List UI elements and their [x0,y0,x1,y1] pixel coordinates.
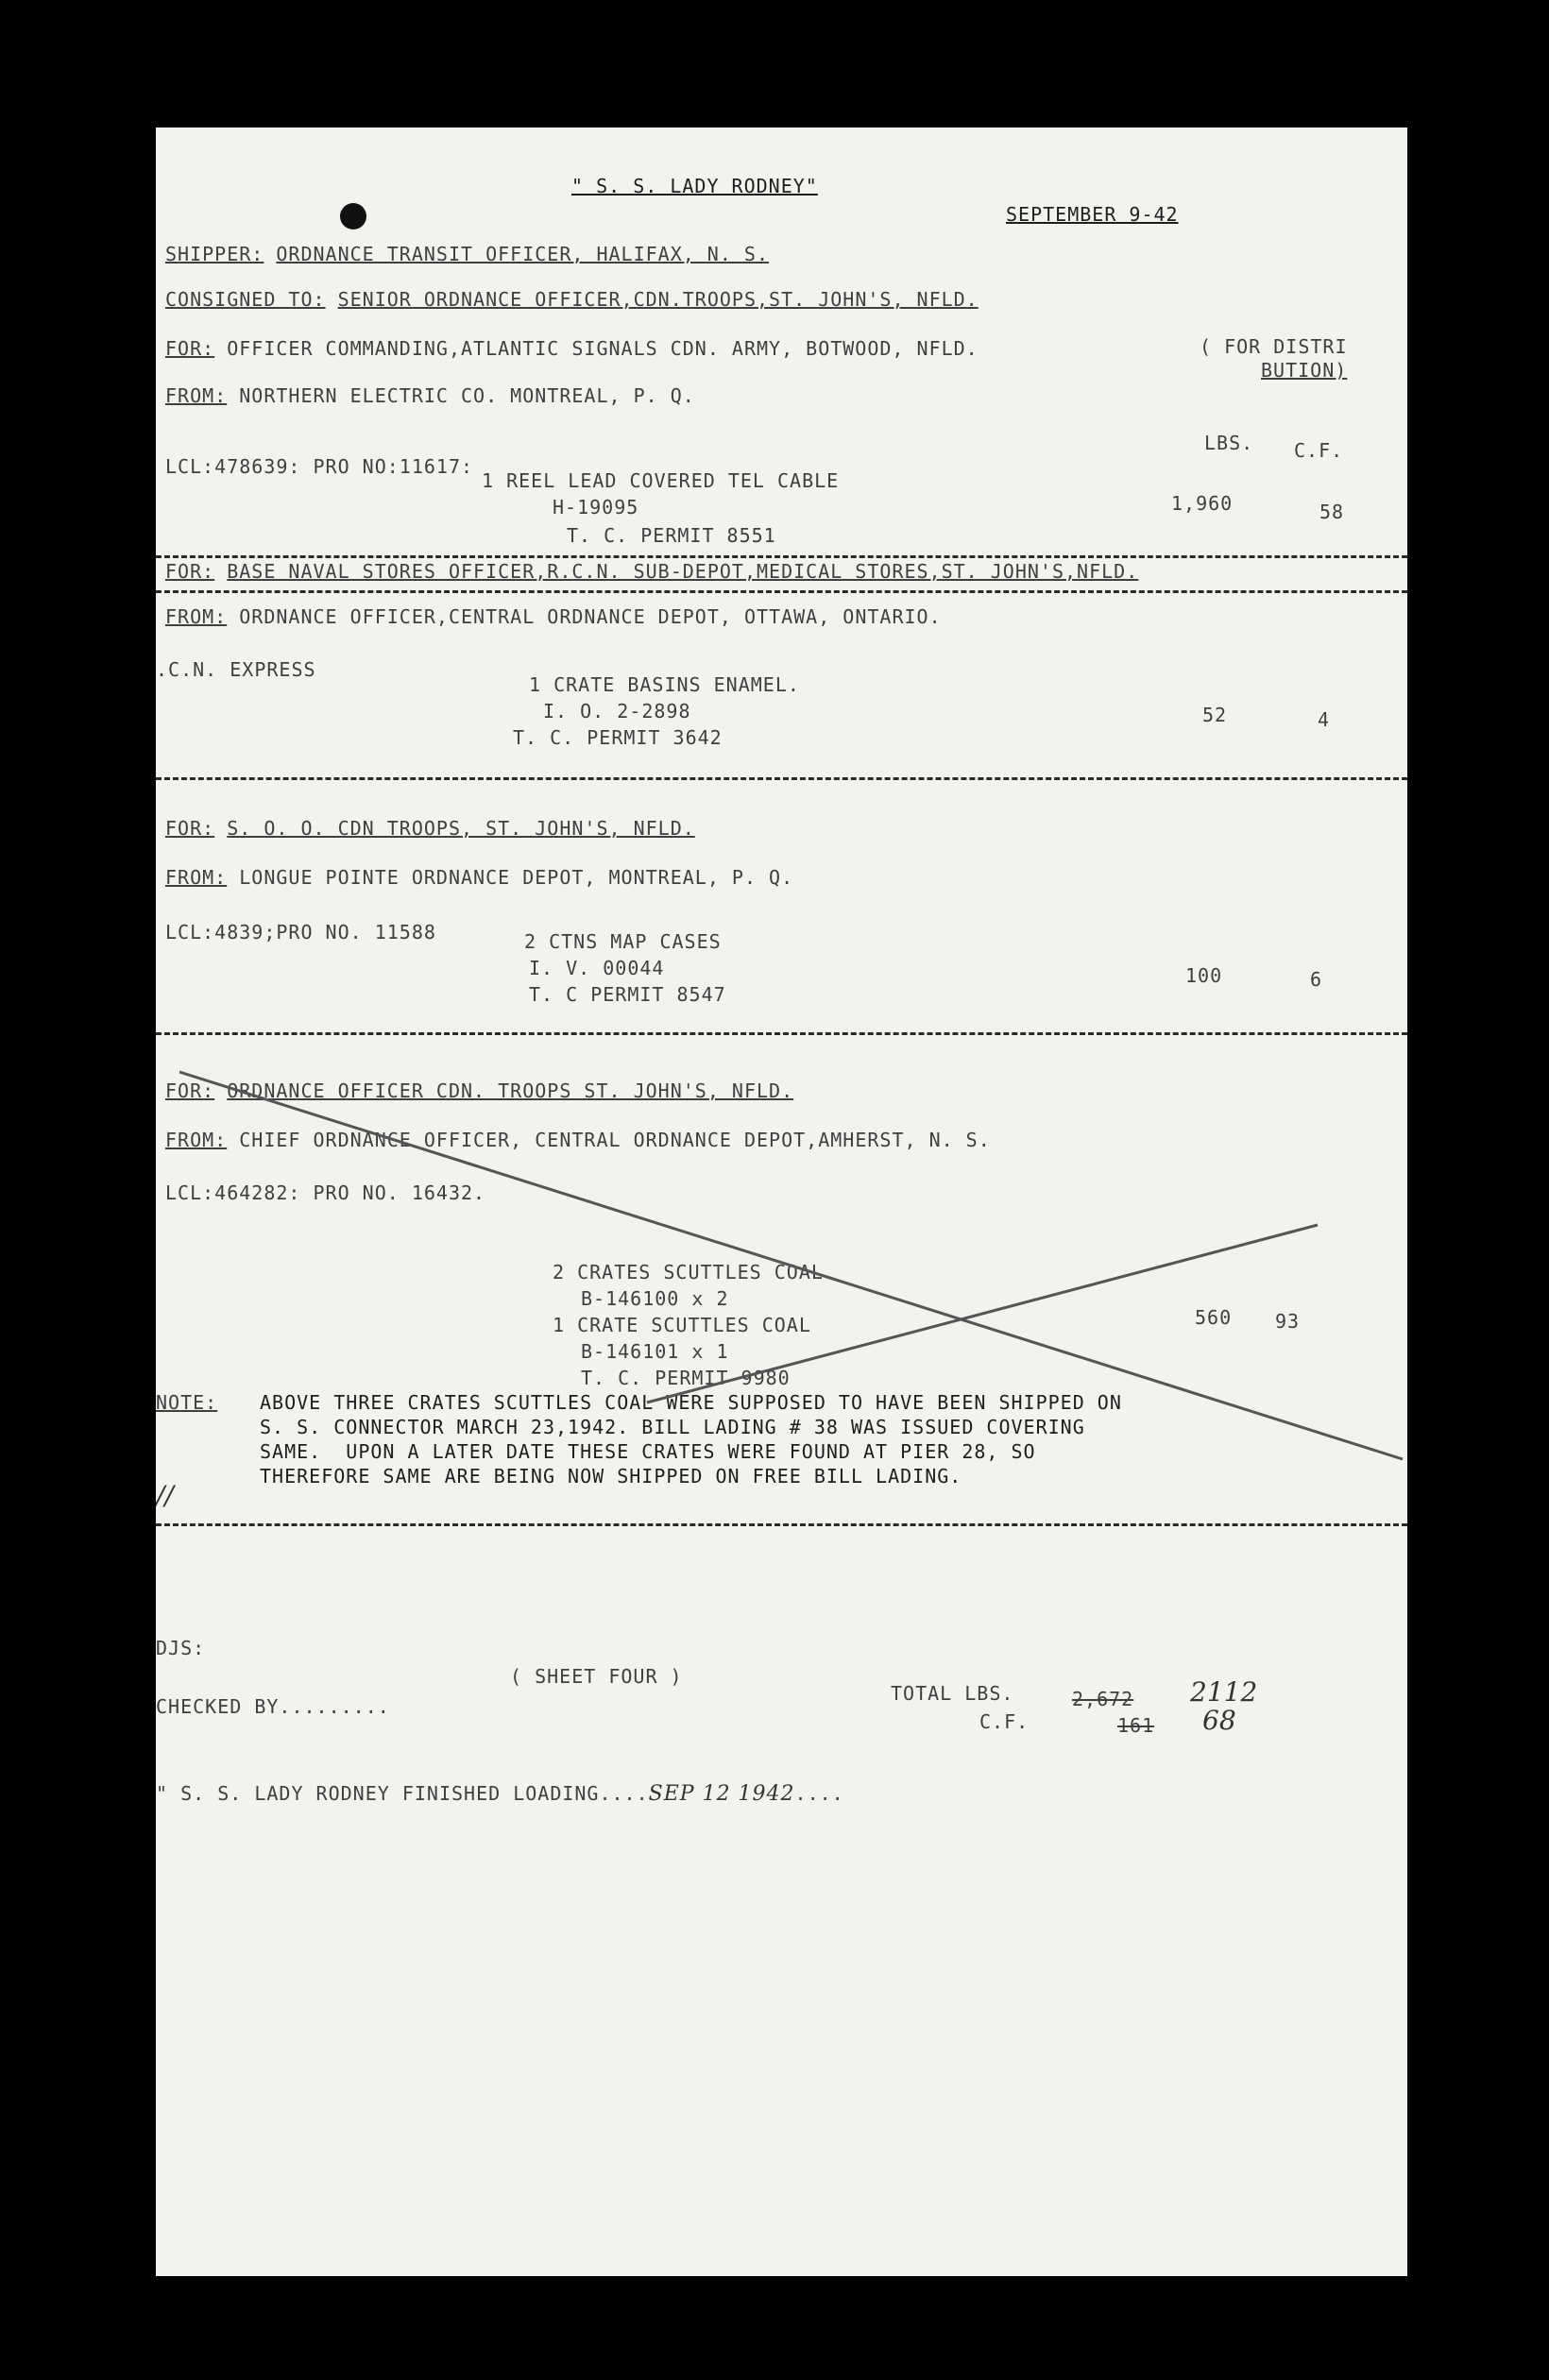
lbs-1: 1,960 [1171,492,1234,515]
cf-3: 6 [1310,968,1323,991]
for-value-2: BASE NAVAL STORES OFFICER,R.C.N. SUB-DEPOT,MEDICAL STORES,ST. JOHN'S,NFLD. [227,560,1139,583]
from-label-1: FROM: [165,384,228,407]
finished-dots: .... [794,1782,844,1805]
from-label-4: FROM: [165,1129,228,1151]
col-lbs-header: LBS. [1204,432,1254,454]
for-label-4: FOR: [165,1080,215,1102]
item-4a: 2 CRATES SCUTTLES COAL [553,1261,824,1284]
item-no-4b: B-146101 x 1 [581,1340,729,1363]
ref-2: .C.N. EXPRESS [156,658,316,681]
from-label-2: FROM: [165,605,228,628]
finished-loading-text: " S. S. LADY RODNEY FINISHED LOADING.... [156,1782,649,1805]
permit-2: T. C. PERMIT 3642 [513,726,723,749]
manifest-sheet [156,128,1407,2276]
item-no-1: H-19095 [553,496,639,518]
from-label-3: FROM: [165,866,228,889]
cf-4: 93 [1275,1310,1301,1333]
item-3: 2 CTNS MAP CASES [524,930,722,953]
item-no-2: I. O. 2-2898 [543,700,691,722]
note-line-2: S. S. CONNECTOR MARCH 23,1942. BILL LADING # 38 WAS ISSUED COVERING [260,1416,1085,1438]
from-value-1: NORTHERN ELECTRIC CO. MONTREAL, P. Q. [239,384,695,407]
manifest-date: SEPTEMBER 9-42 [1006,203,1179,226]
note-line-1: ABOVE THREE CRATES SCUTTLES COAL WERE SUPPOSED TO HAVE BEEN SHIPPED ON [260,1391,1122,1414]
cf-typed: 161 [1117,1714,1155,1737]
item-no-3: I. V. 00044 [529,957,665,979]
permit-3: T. C PERMIT 8547 [529,983,726,1006]
lbs-4: 560 [1195,1306,1233,1329]
handwritten-mark: // [156,1480,174,1511]
item-2: 1 CRATE BASINS ENAMEL. [529,673,800,696]
ref-1: LCL:478639: PRO NO:11617: [165,455,474,478]
item-1: 1 REEL LEAD COVERED TEL CABLE [482,469,840,492]
total-lbs-handwritten: 2112 [1190,1676,1258,1708]
cross-out-marks [156,128,1407,2276]
note-line-3: SAME. UPON A LATER DATE THESE CRATES WERE FOUND AT PIER 28, SO [260,1440,1036,1463]
cf-handwritten: 68 [1202,1705,1236,1736]
note-label-text: NOTE: [156,1391,218,1414]
checked-by: CHECKED BY......... [156,1695,390,1718]
total-lbs-typed: 2,672 [1072,1688,1134,1710]
consigned-note-2: BUTION) [1261,359,1348,382]
lbs-3: 100 [1185,964,1223,987]
for-value-4: ORDNANCE OFFICER CDN. TROOPS ST. JOHN'S, NFLD. [227,1080,794,1102]
from-value-3: LONGUE POINTE ORDNANCE DEPOT, MONTREAL, P. Q. [239,866,794,889]
note-line-4: THEREFORE SAME ARE BEING NOW SHIPPED ON FREE BILL LADING. [260,1465,962,1488]
cf-1: 58 [1319,501,1345,523]
consigned-label: CONSIGNED TO: [165,288,326,311]
for-value-1: OFFICER COMMANDING,ATLANTIC SIGNALS CDN. ARMY, BOTWOOD, NFLD. [227,337,979,360]
for-label-3: FOR: [165,817,215,840]
finished-date: SEP 12 1942 [648,1782,795,1806]
col-cf-header: C.F. [1294,439,1344,462]
lbs-2: 52 [1202,704,1228,726]
item-4b: 1 CRATE SCUTTLES COAL [553,1314,811,1336]
total-lbs-label: TOTAL LBS. [891,1682,1014,1705]
consigned-note-1: ( FOR DISTRI [1200,335,1348,358]
for-value-3: S. O. O. CDN TROOPS, ST. JOHN'S, NFLD. [227,817,695,840]
permit-4: T. C. PERMIT 9980 [581,1367,791,1389]
cf-total-label: C.F. [979,1710,1030,1733]
from-value-4: CHIEF ORDNANCE OFFICER, CENTRAL ORDNANCE DEPOT,AMHERST, N. S. [239,1129,991,1151]
ref-4: LCL:464282: PRO NO. 16432. [165,1182,486,1204]
cross-out-line [179,1072,1403,1459]
djs-label: DJS: [156,1637,206,1659]
ship-title: " S. S. LADY RODNEY" [571,175,818,197]
shipper-label: SHIPPER: [165,243,264,265]
item-no-4a: B-146100 x 2 [581,1287,729,1310]
shipper-value: ORDNANCE TRANSIT OFFICER, HALIFAX, N. S. [276,243,770,265]
sheet-label: ( SHEET FOUR ) [510,1665,683,1688]
for-label-2: FOR: [165,560,215,583]
permit-1: T. C. PERMIT 8551 [567,524,776,547]
for-label-1: FOR: [165,337,215,360]
consigned-value: SENIOR ORDNANCE OFFICER,CDN.TROOPS,ST. JOHN'S, NFLD. [337,288,979,311]
cf-2: 4 [1318,708,1331,731]
ref-3: LCL:4839;PRO NO. 11588 [165,921,436,944]
from-value-2: ORDNANCE OFFICER,CENTRAL ORDNANCE DEPOT, OTTAWA, ONTARIO. [239,605,942,628]
